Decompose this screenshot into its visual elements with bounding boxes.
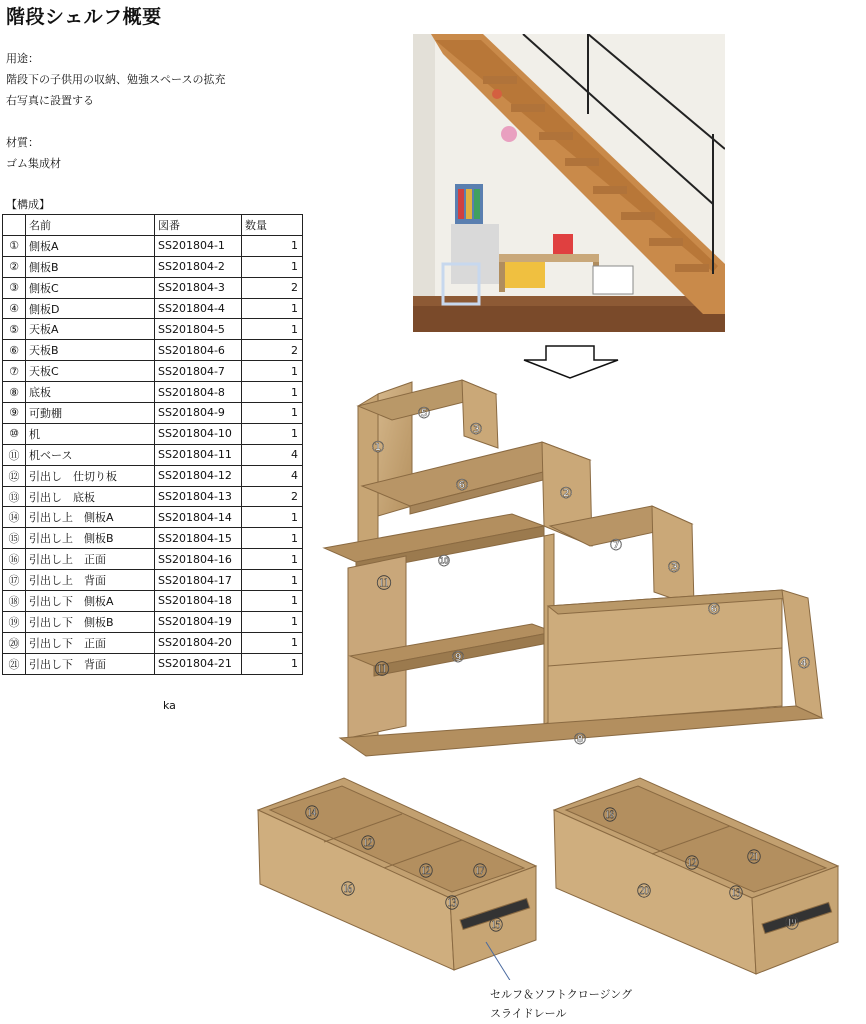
lower-drawer-label-20: ⑳ xyxy=(637,884,651,900)
part-qty: 1 xyxy=(242,423,303,444)
part-qty: 1 xyxy=(242,653,303,674)
upper-drawer-label-15: ⑮ xyxy=(489,918,503,934)
shelf-label-4: ④ xyxy=(797,654,811,672)
part-code: SS201804-13 xyxy=(155,486,242,507)
part-number: ① xyxy=(3,235,26,256)
upper-drawer-label-12b: ⑫ xyxy=(419,864,433,880)
part-name: 側板D xyxy=(26,298,155,319)
shelf-label-7: ⑦ xyxy=(609,536,623,554)
part-code: SS201804-17 xyxy=(155,570,242,591)
part-number: ③ xyxy=(3,277,26,298)
part-number: ⑪ xyxy=(3,444,26,465)
part-qty: 4 xyxy=(242,444,303,465)
lower-drawer-label-18: ⑱ xyxy=(603,808,617,824)
part-qty: 1 xyxy=(242,507,303,528)
shelf-label-11b: ⑪ xyxy=(374,660,390,678)
usage-line-2: 右写真に設置する xyxy=(6,94,94,107)
part-qty: 1 xyxy=(242,256,303,277)
part-code: SS201804-6 xyxy=(155,340,242,361)
part-code: SS201804-3 xyxy=(155,277,242,298)
part-qty: 1 xyxy=(242,382,303,403)
table-row xyxy=(3,528,303,549)
part-code: SS201804-7 xyxy=(155,361,242,382)
table-row xyxy=(3,465,303,486)
part-number: ⑬ xyxy=(3,486,26,507)
part-qty: 1 xyxy=(242,591,303,612)
table-row xyxy=(3,549,303,570)
material-label: 材質： xyxy=(6,136,39,149)
part-code: SS201804-11 xyxy=(155,444,242,465)
table-row xyxy=(3,653,303,674)
part-number: ⑧ xyxy=(3,382,26,403)
shelf-label-1: ① xyxy=(371,438,385,456)
part-number: ⑫ xyxy=(3,465,26,486)
part-qty: 1 xyxy=(242,528,303,549)
shelf-label-5: ⑤ xyxy=(417,404,431,422)
table-row xyxy=(3,486,303,507)
table-row xyxy=(3,403,303,424)
shelf-label-3a: ③ xyxy=(469,420,483,438)
part-code: SS201804-18 xyxy=(155,591,242,612)
part-qty: 1 xyxy=(242,549,303,570)
shelf-label-8: ⑧ xyxy=(573,730,587,748)
rail-caption-line-1: セルフ＆ソフトクロージング xyxy=(490,988,633,1001)
part-name: 引出し下 正面 xyxy=(26,632,155,653)
shelf-render xyxy=(322,376,832,766)
lower-drawer-label-12: ⑫ xyxy=(685,856,699,872)
part-qty: 1 xyxy=(242,570,303,591)
part-name: 天板B xyxy=(26,340,155,361)
upper-drawer-label-13: ⑬ xyxy=(445,896,459,912)
shelf-label-10: ⑩ xyxy=(437,552,451,570)
part-name: 側板B xyxy=(26,256,155,277)
part-number: ⑭ xyxy=(3,507,26,528)
part-number: ⑨ xyxy=(3,403,26,424)
drawer-renders xyxy=(254,770,844,980)
table-row xyxy=(3,277,303,298)
part-name: 天板C xyxy=(26,361,155,382)
table-row xyxy=(3,361,303,382)
part-code: SS201804-5 xyxy=(155,319,242,340)
table-row xyxy=(3,256,303,277)
part-number: ④ xyxy=(3,298,26,319)
part-name: 可動棚 xyxy=(26,403,155,424)
part-number: ⑰ xyxy=(3,570,26,591)
part-number: ⑲ xyxy=(3,611,26,632)
part-qty: 1 xyxy=(242,403,303,424)
table-header-code: 図番 xyxy=(155,215,242,236)
upper-drawer-label-16: ⑯ xyxy=(341,882,355,898)
part-number: ⑦ xyxy=(3,361,26,382)
usage-label: 用途： xyxy=(6,52,39,65)
part-name: 天板A xyxy=(26,319,155,340)
lower-drawer-label-21: ㉑ xyxy=(747,850,761,866)
part-code: SS201804-21 xyxy=(155,653,242,674)
shelf-label-2: ② xyxy=(559,484,573,502)
part-name: 引出し上 側板A xyxy=(26,507,155,528)
part-name: 引出し上 背面 xyxy=(26,570,155,591)
shelf-label-9: ⑨ xyxy=(451,648,465,666)
table-row xyxy=(3,591,303,612)
part-code: SS201804-4 xyxy=(155,298,242,319)
part-name: 引出し上 側板B xyxy=(26,528,155,549)
part-code: SS201804-10 xyxy=(155,423,242,444)
upper-drawer-label-12a: ⑫ xyxy=(361,836,375,852)
composition-label: 【構成】 xyxy=(6,198,50,211)
table-row xyxy=(3,319,303,340)
table-header-qty: 数量 xyxy=(242,215,303,236)
upper-drawer-label-14: ⑭ xyxy=(305,806,319,822)
part-qty: 1 xyxy=(242,235,303,256)
table-row xyxy=(3,382,303,403)
part-code: SS201804-12 xyxy=(155,465,242,486)
part-number: ⑯ xyxy=(3,549,26,570)
part-code: SS201804-19 xyxy=(155,611,242,632)
part-qty: 2 xyxy=(242,340,303,361)
down-arrow-icon xyxy=(522,344,622,380)
stray-note: ka xyxy=(163,699,176,712)
part-number: ⑤ xyxy=(3,319,26,340)
part-qty: 2 xyxy=(242,277,303,298)
shelf-label-6a: ⑥ xyxy=(455,476,469,494)
part-code: SS201804-8 xyxy=(155,382,242,403)
part-number: ㉑ xyxy=(3,653,26,674)
part-qty: 1 xyxy=(242,319,303,340)
part-code: SS201804-15 xyxy=(155,528,242,549)
shelf-label-3b: ③ xyxy=(667,558,681,576)
table-row xyxy=(3,340,303,361)
part-name: 側板C xyxy=(26,277,155,298)
part-name: 引出し下 側板A xyxy=(26,591,155,612)
part-name: 側板A xyxy=(26,235,155,256)
table-header-row xyxy=(3,215,303,236)
part-number: ⑱ xyxy=(3,591,26,612)
table-row xyxy=(3,298,303,319)
part-name: 引出し 仕切り板 xyxy=(26,465,155,486)
table-row xyxy=(3,444,303,465)
table-header-name: 名前 xyxy=(26,215,155,236)
usage-line-1: 階段下の子供用の収納、勉強スペースの拡充 xyxy=(6,73,226,86)
part-name: 引出し 底板 xyxy=(26,486,155,507)
table-row xyxy=(3,507,303,528)
part-name: 引出し上 正面 xyxy=(26,549,155,570)
table-row xyxy=(3,611,303,632)
part-qty: 1 xyxy=(242,298,303,319)
shelf-label-6b: ⑥ xyxy=(707,600,721,618)
page-title: 階段シェルフ概要 xyxy=(6,6,162,28)
part-name: 引出し下 側板B xyxy=(26,611,155,632)
part-qty: 2 xyxy=(242,486,303,507)
table-row xyxy=(3,423,303,444)
rail-caption-line-2: スライドレール xyxy=(490,1007,567,1020)
table-row xyxy=(3,235,303,256)
part-number: ② xyxy=(3,256,26,277)
part-qty: 4 xyxy=(242,465,303,486)
part-name: 机 xyxy=(26,423,155,444)
part-qty: 1 xyxy=(242,611,303,632)
table-header-blank xyxy=(3,215,26,236)
lower-drawer-label-19: ⑲ xyxy=(785,916,799,932)
part-code: SS201804-20 xyxy=(155,632,242,653)
part-name: 底板 xyxy=(26,382,155,403)
part-name: 机ベース xyxy=(26,444,155,465)
part-code: SS201804-9 xyxy=(155,403,242,424)
shelf-label-11a: ⑪ xyxy=(376,574,392,592)
part-qty: 1 xyxy=(242,632,303,653)
part-code: SS201804-14 xyxy=(155,507,242,528)
part-number: ⑥ xyxy=(3,340,26,361)
part-code: SS201804-16 xyxy=(155,549,242,570)
part-code: SS201804-1 xyxy=(155,235,242,256)
part-name: 引出し下 背面 xyxy=(26,653,155,674)
staircase-photo xyxy=(413,34,725,332)
part-qty: 1 xyxy=(242,361,303,382)
lower-drawer-label-13: ⑬ xyxy=(729,886,743,902)
part-number: ⑳ xyxy=(3,632,26,653)
part-code: SS201804-2 xyxy=(155,256,242,277)
part-number: ⑩ xyxy=(3,423,26,444)
table-row xyxy=(3,570,303,591)
part-number: ⑮ xyxy=(3,528,26,549)
parts-table xyxy=(2,214,303,675)
table-row xyxy=(3,632,303,653)
upper-drawer-label-17: ⑰ xyxy=(473,864,487,880)
material-value: ゴム集成材 xyxy=(6,157,61,170)
